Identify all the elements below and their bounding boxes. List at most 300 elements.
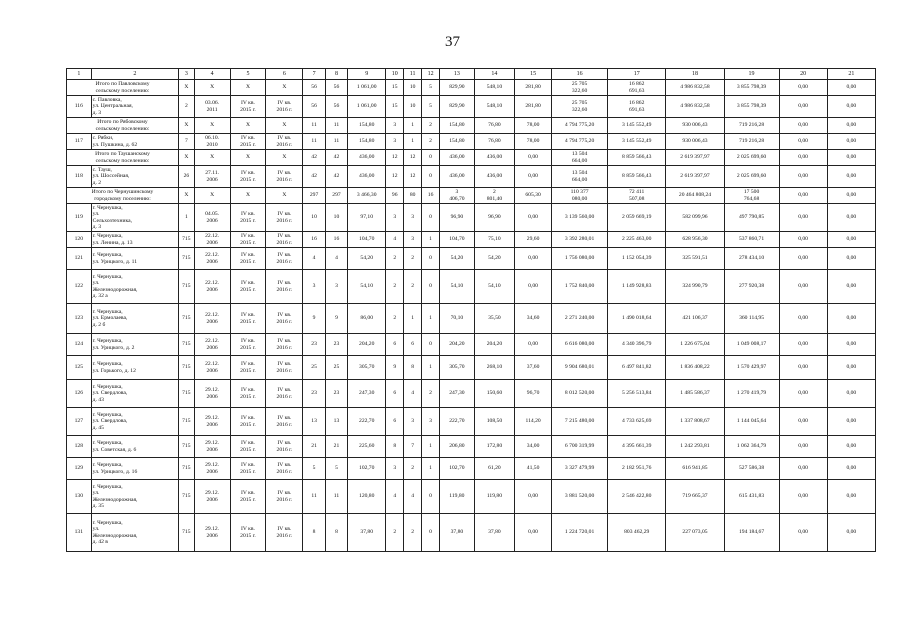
table-row xyxy=(67,334,876,356)
table-cell: 360 114,95 xyxy=(724,304,779,334)
column-number-header: 4 xyxy=(194,69,230,80)
column-number-header: 14 xyxy=(474,69,514,80)
table-cell: IV кв. 2016 г. xyxy=(266,232,303,248)
table-cell: 12 xyxy=(404,150,422,166)
table-cell: 0,00 xyxy=(779,118,827,134)
table-cell: 1 061,00 xyxy=(348,96,386,118)
column-number-header: 10 xyxy=(386,69,404,80)
table-cell: 42 xyxy=(303,150,325,166)
table-cell: 715 xyxy=(179,232,195,248)
table-cell: 1 xyxy=(404,134,422,150)
address-cell: г. Чернушка, ул. Урицкого, д. 2 xyxy=(91,334,178,356)
column-number-header: 13 xyxy=(440,69,475,80)
table-row xyxy=(67,134,876,150)
table-cell: 0,00 xyxy=(515,480,552,514)
table-cell: 13 xyxy=(303,408,325,436)
table-cell: 1 149 928,83 xyxy=(608,270,666,304)
table-cell: 305,70 xyxy=(440,356,475,380)
table-cell: 15 xyxy=(386,80,404,96)
table-cell: 25 xyxy=(303,356,325,380)
address-cell: с. Рябки, ул. Пушкина, д. 62 xyxy=(91,134,178,150)
table-cell: 0,00 xyxy=(779,458,827,480)
table-cell: 0,00 xyxy=(779,166,827,188)
table-cell: 56 xyxy=(303,80,325,96)
table-cell: 0,00 xyxy=(827,480,875,514)
table-cell: 20 464 808,24 xyxy=(666,188,724,204)
table-cell: IV кв. 2015 г. xyxy=(230,436,266,458)
table-cell: 5 xyxy=(422,96,440,118)
table-cell: 1 270 419,79 xyxy=(724,380,779,408)
table-cell: 13 504 664,00 xyxy=(552,150,608,166)
table-cell: 305,70 xyxy=(348,356,386,380)
table-cell: 0,00 xyxy=(515,270,552,304)
table-cell: 9 xyxy=(325,304,347,334)
table-cell: 2 059 669,19 xyxy=(608,204,666,232)
subtotal-label: Итого по Таушанскому сельскому поселению: xyxy=(67,150,179,166)
table-cell: 0,00 xyxy=(779,514,827,552)
table-cell: 5 xyxy=(303,458,325,480)
table-cell: 3 327 479,99 xyxy=(552,458,608,480)
row-number: 130 xyxy=(67,480,92,514)
table-cell: 06.10. 2010 xyxy=(194,134,230,150)
table-cell: 436,00 xyxy=(348,166,386,188)
table-cell: 719 665,37 xyxy=(666,480,724,514)
table-cell: 2 xyxy=(404,270,422,304)
table-cell: 35,50 xyxy=(474,304,514,334)
table-cell: 0,00 xyxy=(515,514,552,552)
table-cell: 0,00 xyxy=(827,232,875,248)
table-cell: 04.05. 2006 xyxy=(194,204,230,232)
table-cell: 3 145 552,49 xyxy=(608,118,666,134)
table-cell: 23 xyxy=(325,334,347,356)
table-cell: 3 855 798,39 xyxy=(724,80,779,96)
table-cell: 204,20 xyxy=(348,334,386,356)
table-cell: 0,00 xyxy=(515,334,552,356)
table-cell: 22.12. 2006 xyxy=(194,304,230,334)
table-cell: 537 860,71 xyxy=(724,232,779,248)
table-cell: 16 xyxy=(303,232,325,248)
table-cell: 3 855 798,39 xyxy=(724,96,779,118)
table-cell: 204,20 xyxy=(440,334,475,356)
table-cell: 1 xyxy=(422,304,440,334)
table-cell: 0,00 xyxy=(827,188,875,204)
table-cell: 7 215 480,00 xyxy=(552,408,608,436)
column-number-header: 12 xyxy=(422,69,440,80)
row-number: 116 xyxy=(67,96,92,118)
table-cell: 0 xyxy=(422,270,440,304)
table-cell: X xyxy=(230,150,266,166)
table-cell: 715 xyxy=(179,458,195,480)
table-cell: 0,00 xyxy=(779,480,827,514)
table-cell: 2 xyxy=(404,458,422,480)
table-cell: 104,70 xyxy=(440,232,475,248)
address-cell: г. Чернушка, ул. Ленина, д. 13 xyxy=(91,232,178,248)
table-cell: 6 616 080,00 xyxy=(552,334,608,356)
table-cell: 0,00 xyxy=(827,118,875,134)
table-cell: 78,00 xyxy=(515,134,552,150)
table-cell: IV кв. 2016 г. xyxy=(266,480,303,514)
column-number-header: 18 xyxy=(666,69,724,80)
table-cell: IV кв. 2016 г. xyxy=(266,458,303,480)
table-cell: 0,00 xyxy=(779,80,827,96)
table-cell: 324 990,79 xyxy=(666,270,724,304)
table-cell: 0,00 xyxy=(515,166,552,188)
table-cell: 0,00 xyxy=(779,248,827,270)
table-cell: X xyxy=(266,80,303,96)
table-cell: 1 485 586,37 xyxy=(666,380,724,408)
data-table xyxy=(66,68,876,552)
table-cell: 715 xyxy=(179,248,195,270)
table-cell: 1 062 364,79 xyxy=(724,436,779,458)
table-cell: IV кв. 2015 г. xyxy=(230,408,266,436)
table-cell: 29.12. 2006 xyxy=(194,480,230,514)
table-cell: 4 986 832,58 xyxy=(666,96,724,118)
table-cell: 548,10 xyxy=(474,96,514,118)
table-cell: 154,80 xyxy=(440,134,475,150)
column-number-header: 9 xyxy=(348,69,386,80)
table-cell: X xyxy=(230,188,266,204)
column-number-header: 2 xyxy=(91,69,178,80)
table-cell: 0,00 xyxy=(779,134,827,150)
table-cell: 0,00 xyxy=(827,514,875,552)
table-cell: 247,30 xyxy=(440,380,475,408)
table-cell: 16 xyxy=(422,188,440,204)
row-number: 124 xyxy=(67,334,92,356)
table-cell: 8 xyxy=(303,514,325,552)
table-cell: 1 144 045,64 xyxy=(724,408,779,436)
table-cell: 1 226 675,04 xyxy=(666,334,724,356)
table-cell: 715 xyxy=(179,356,195,380)
table-cell: 4 794 775,20 xyxy=(552,134,608,150)
table-cell: 1 836 408,22 xyxy=(666,356,724,380)
subtotal-row xyxy=(67,188,876,204)
table-cell: 2 xyxy=(422,380,440,408)
table-cell: IV кв. 2016 г. xyxy=(266,408,303,436)
table-cell: 2 619 397,97 xyxy=(666,150,724,166)
table-cell: 7 xyxy=(179,134,195,150)
table-cell: 37,60 xyxy=(515,356,552,380)
table-cell: 2 546 422,80 xyxy=(608,480,666,514)
address-cell: г. Чернушка, ул. Урицкого, д. 16 xyxy=(91,458,178,480)
table-cell: 10 xyxy=(303,204,325,232)
table-cell: 268,10 xyxy=(474,356,514,380)
table-cell: 0,00 xyxy=(827,304,875,334)
table-cell: 119,80 xyxy=(440,480,475,514)
table-cell: 0,00 xyxy=(515,204,552,232)
table-cell: 0,00 xyxy=(827,96,875,118)
table-cell: 719 216,28 xyxy=(724,134,779,150)
table-cell: 2 182 951,76 xyxy=(608,458,666,480)
table-cell: 54,10 xyxy=(348,270,386,304)
table-cell: 154,80 xyxy=(348,134,386,150)
table-cell: 2 225 463,00 xyxy=(608,232,666,248)
table-cell: 0,00 xyxy=(827,356,875,380)
table-cell: 1 756 080,00 xyxy=(552,248,608,270)
table-cell: 61,20 xyxy=(474,458,514,480)
table-cell: 2 025 699,60 xyxy=(724,150,779,166)
table-cell: 56 xyxy=(325,96,347,118)
table-cell: 11 xyxy=(303,134,325,150)
table-cell: 0,00 xyxy=(779,356,827,380)
table-cell: 0,00 xyxy=(827,204,875,232)
table-cell: 25 705 322,60 xyxy=(552,96,608,118)
table-cell: 0,00 xyxy=(779,380,827,408)
page-number: 37 xyxy=(445,34,460,50)
table-cell: 78,00 xyxy=(515,118,552,134)
table-cell: 325 591,51 xyxy=(666,248,724,270)
table-cell: 2 xyxy=(386,270,404,304)
table-cell: 11 xyxy=(303,118,325,134)
table-cell: 1 xyxy=(422,232,440,248)
table-cell: IV кв. 2015 г. xyxy=(230,380,266,408)
table-cell: 829,90 xyxy=(440,80,475,96)
table-cell: 2 xyxy=(422,118,440,134)
table-cell: 615 431,83 xyxy=(724,480,779,514)
table-cell: 6 xyxy=(386,334,404,356)
table-cell: 421 106,37 xyxy=(666,304,724,334)
column-number-header: 11 xyxy=(404,69,422,80)
table-cell: 548,10 xyxy=(474,80,514,96)
column-number-header: 15 xyxy=(515,69,552,80)
table-row xyxy=(67,166,876,188)
table-row xyxy=(67,232,876,248)
table-cell: 22.12. 2006 xyxy=(194,248,230,270)
table-cell: 76,80 xyxy=(474,134,514,150)
table-cell: 108,50 xyxy=(474,408,514,436)
table-row xyxy=(67,408,876,436)
table-cell: 11 xyxy=(325,118,347,134)
table-cell: 56 xyxy=(303,96,325,118)
row-number: 122 xyxy=(67,270,92,304)
table-cell: 75,10 xyxy=(474,232,514,248)
address-cell: г. Чернушка, ул. Свердлова, д. 45 xyxy=(91,408,178,436)
table-cell: 930 006,43 xyxy=(666,118,724,134)
table-cell: 42 xyxy=(325,166,347,188)
table-cell: 3 xyxy=(386,118,404,134)
row-number: 123 xyxy=(67,304,92,334)
table-cell: 497 790,85 xyxy=(724,204,779,232)
table-cell: 222,70 xyxy=(348,408,386,436)
table-cell: 29.12. 2006 xyxy=(194,458,230,480)
table-cell: 120,80 xyxy=(348,480,386,514)
table-cell: 0,00 xyxy=(779,408,827,436)
table-cell: 54,20 xyxy=(474,248,514,270)
table-cell: IV кв. 2016 г. xyxy=(266,204,303,232)
table-row xyxy=(67,480,876,514)
column-number-header: 1 xyxy=(67,69,92,80)
table-cell: 1 xyxy=(422,356,440,380)
subtotal-label: Итого по Чернушинскому городскому поселению: xyxy=(67,188,179,204)
table-cell: 96,90 xyxy=(440,204,475,232)
subtotal-label: Итого по Павловскому сельскому поселению: xyxy=(67,80,179,96)
table-cell: 6 497 841,82 xyxy=(608,356,666,380)
table-cell: IV кв. 2015 г. xyxy=(230,232,266,248)
table-cell: 0,00 xyxy=(779,232,827,248)
table-cell: 29.12. 2006 xyxy=(194,380,230,408)
table-cell: X xyxy=(179,118,195,134)
column-number-header: 20 xyxy=(779,69,827,80)
row-number: 131 xyxy=(67,514,92,552)
table-cell: 1 049 008,17 xyxy=(724,334,779,356)
table-row xyxy=(67,96,876,118)
column-number-header: 21 xyxy=(827,69,875,80)
row-number: 121 xyxy=(67,248,92,270)
table-cell: 0,00 xyxy=(827,334,875,356)
table-cell: 37,80 xyxy=(440,514,475,552)
table-cell: 27.11. 2006 xyxy=(194,166,230,188)
table-cell: 194 184,67 xyxy=(724,514,779,552)
table-cell: 34,00 xyxy=(515,436,552,458)
table-cell: 0,00 xyxy=(827,80,875,96)
table-cell: 6 xyxy=(386,408,404,436)
table-cell: 3 xyxy=(404,232,422,248)
table-cell: 0,00 xyxy=(827,270,875,304)
table-cell: 0,00 xyxy=(515,248,552,270)
table-cell: 281,80 xyxy=(515,96,552,118)
table-cell: 930 006,43 xyxy=(666,134,724,150)
table-cell: 102,70 xyxy=(348,458,386,480)
table-cell: 6 xyxy=(404,334,422,356)
table-cell: 8 xyxy=(325,514,347,552)
table-cell: 11 xyxy=(325,480,347,514)
table-cell: 29,60 xyxy=(515,232,552,248)
table-cell: 2 271 240,00 xyxy=(552,304,608,334)
column-number-header: 17 xyxy=(608,69,666,80)
table-cell: 22.12. 2006 xyxy=(194,356,230,380)
table-cell: 0 xyxy=(422,150,440,166)
table-cell: 715 xyxy=(179,304,195,334)
table-row xyxy=(67,304,876,334)
table-cell: 0 xyxy=(422,204,440,232)
table-cell: 436,00 xyxy=(348,150,386,166)
table-cell: 1 xyxy=(404,304,422,334)
table-cell: 4 xyxy=(404,480,422,514)
table-cell: 21 xyxy=(303,436,325,458)
table-cell: 2 xyxy=(422,134,440,150)
table-cell: IV кв. 2015 г. xyxy=(230,334,266,356)
table-cell: 0,00 xyxy=(827,166,875,188)
address-cell: г. Чернушка, ул. Железнодорожная, д. 42 в xyxy=(91,514,178,552)
table-cell: 5 256 513,84 xyxy=(608,380,666,408)
table-cell: IV кв. 2015 г. xyxy=(230,134,266,150)
table-cell: X xyxy=(179,150,195,166)
table-row xyxy=(67,356,876,380)
table-cell: 8 859 566,43 xyxy=(608,150,666,166)
table-cell: 277 920,38 xyxy=(724,270,779,304)
table-cell: 5 xyxy=(325,458,347,480)
table-cell: 0,00 xyxy=(779,96,827,118)
subtotal-row xyxy=(67,80,876,96)
table-row xyxy=(67,248,876,270)
subtotal-row xyxy=(67,118,876,134)
table-cell: 72 411 507,08 xyxy=(608,188,666,204)
table-cell: 582 099,96 xyxy=(666,204,724,232)
table-cell: 0,00 xyxy=(779,188,827,204)
table-cell: 12 xyxy=(404,166,422,188)
table-cell: 114,20 xyxy=(515,408,552,436)
table-cell: 150,60 xyxy=(474,380,514,408)
table-cell: 1 490 018,64 xyxy=(608,304,666,334)
table-cell: IV кв. 2016 г. xyxy=(266,334,303,356)
table-cell: 527 586,38 xyxy=(724,458,779,480)
table-cell: 96 xyxy=(386,188,404,204)
table-cell: 715 xyxy=(179,270,195,304)
row-number: 119 xyxy=(67,204,92,232)
table-cell: 0,00 xyxy=(827,436,875,458)
table-cell: 297 xyxy=(325,188,347,204)
address-cell: г. Чернушка, ул. Ермолаева, д. 2 б xyxy=(91,304,178,334)
table-cell: 16 xyxy=(325,232,347,248)
table-cell: IV кв. 2016 г. xyxy=(266,514,303,552)
table-cell: 4 395 661,39 xyxy=(608,436,666,458)
table-cell: 29.12. 2006 xyxy=(194,436,230,458)
table-cell: 1 337 808,67 xyxy=(666,408,724,436)
table-cell: 0,00 xyxy=(779,204,827,232)
address-cell: г. Чернушка, ул. Горького, д. 12 xyxy=(91,356,178,380)
table-cell: 154,80 xyxy=(348,118,386,134)
table-cell: 3 xyxy=(325,270,347,304)
table-cell: 3 406,70 xyxy=(440,188,475,204)
table-cell: 1 752 840,00 xyxy=(552,270,608,304)
table-cell: 4 xyxy=(386,232,404,248)
table-cell: 3 881 520,00 xyxy=(552,480,608,514)
table-cell: IV кв. 2015 г. xyxy=(230,514,266,552)
table-cell: 9 xyxy=(386,356,404,380)
table-cell: X xyxy=(266,188,303,204)
table-cell: 3 466,30 xyxy=(348,188,386,204)
column-number-header: 5 xyxy=(230,69,266,80)
address-cell: г. Чернушка, ул. Железнодорожная, д. 35 xyxy=(91,480,178,514)
table-cell: IV кв. 2016 г. xyxy=(266,270,303,304)
table-cell: 96,70 xyxy=(515,380,552,408)
row-number: 127 xyxy=(67,408,92,436)
table-cell: 2 xyxy=(386,304,404,334)
table-cell: 3 xyxy=(386,204,404,232)
table-cell: 1 061,00 xyxy=(348,80,386,96)
column-number-header: 8 xyxy=(325,69,347,80)
column-number-header: 3 xyxy=(179,69,195,80)
table-cell: 0 xyxy=(422,514,440,552)
table-cell: 4 xyxy=(325,248,347,270)
table-cell: 6 700 319,99 xyxy=(552,436,608,458)
table-cell: 3 xyxy=(404,204,422,232)
table-cell: 0,00 xyxy=(515,150,552,166)
table-cell: X xyxy=(266,118,303,134)
table-cell: 10 xyxy=(404,80,422,96)
table-cell: 7 xyxy=(404,436,422,458)
table-cell: 104,70 xyxy=(348,232,386,248)
header-row xyxy=(67,69,876,80)
table-cell: X xyxy=(266,150,303,166)
table-cell: 0,00 xyxy=(827,380,875,408)
table-cell: 297 xyxy=(303,188,325,204)
table-cell: IV кв. 2015 г. xyxy=(230,356,266,380)
table-cell: IV кв. 2016 г. xyxy=(266,436,303,458)
table-cell: IV кв. 2015 г. xyxy=(230,270,266,304)
table-cell: 86,00 xyxy=(348,304,386,334)
table-cell: 2 xyxy=(179,96,195,118)
table-cell: 4 733 625,69 xyxy=(608,408,666,436)
table-cell: 29.12. 2006 xyxy=(194,408,230,436)
table-cell: 2 xyxy=(386,514,404,552)
table-cell: 803 462,29 xyxy=(608,514,666,552)
table-cell: 0,00 xyxy=(827,150,875,166)
table-cell: 22.12. 2006 xyxy=(194,334,230,356)
table-cell: IV кв. 2016 г. xyxy=(266,380,303,408)
table-cell: 23 xyxy=(325,380,347,408)
table-cell: 2 xyxy=(404,514,422,552)
table-cell: 0 xyxy=(422,166,440,188)
